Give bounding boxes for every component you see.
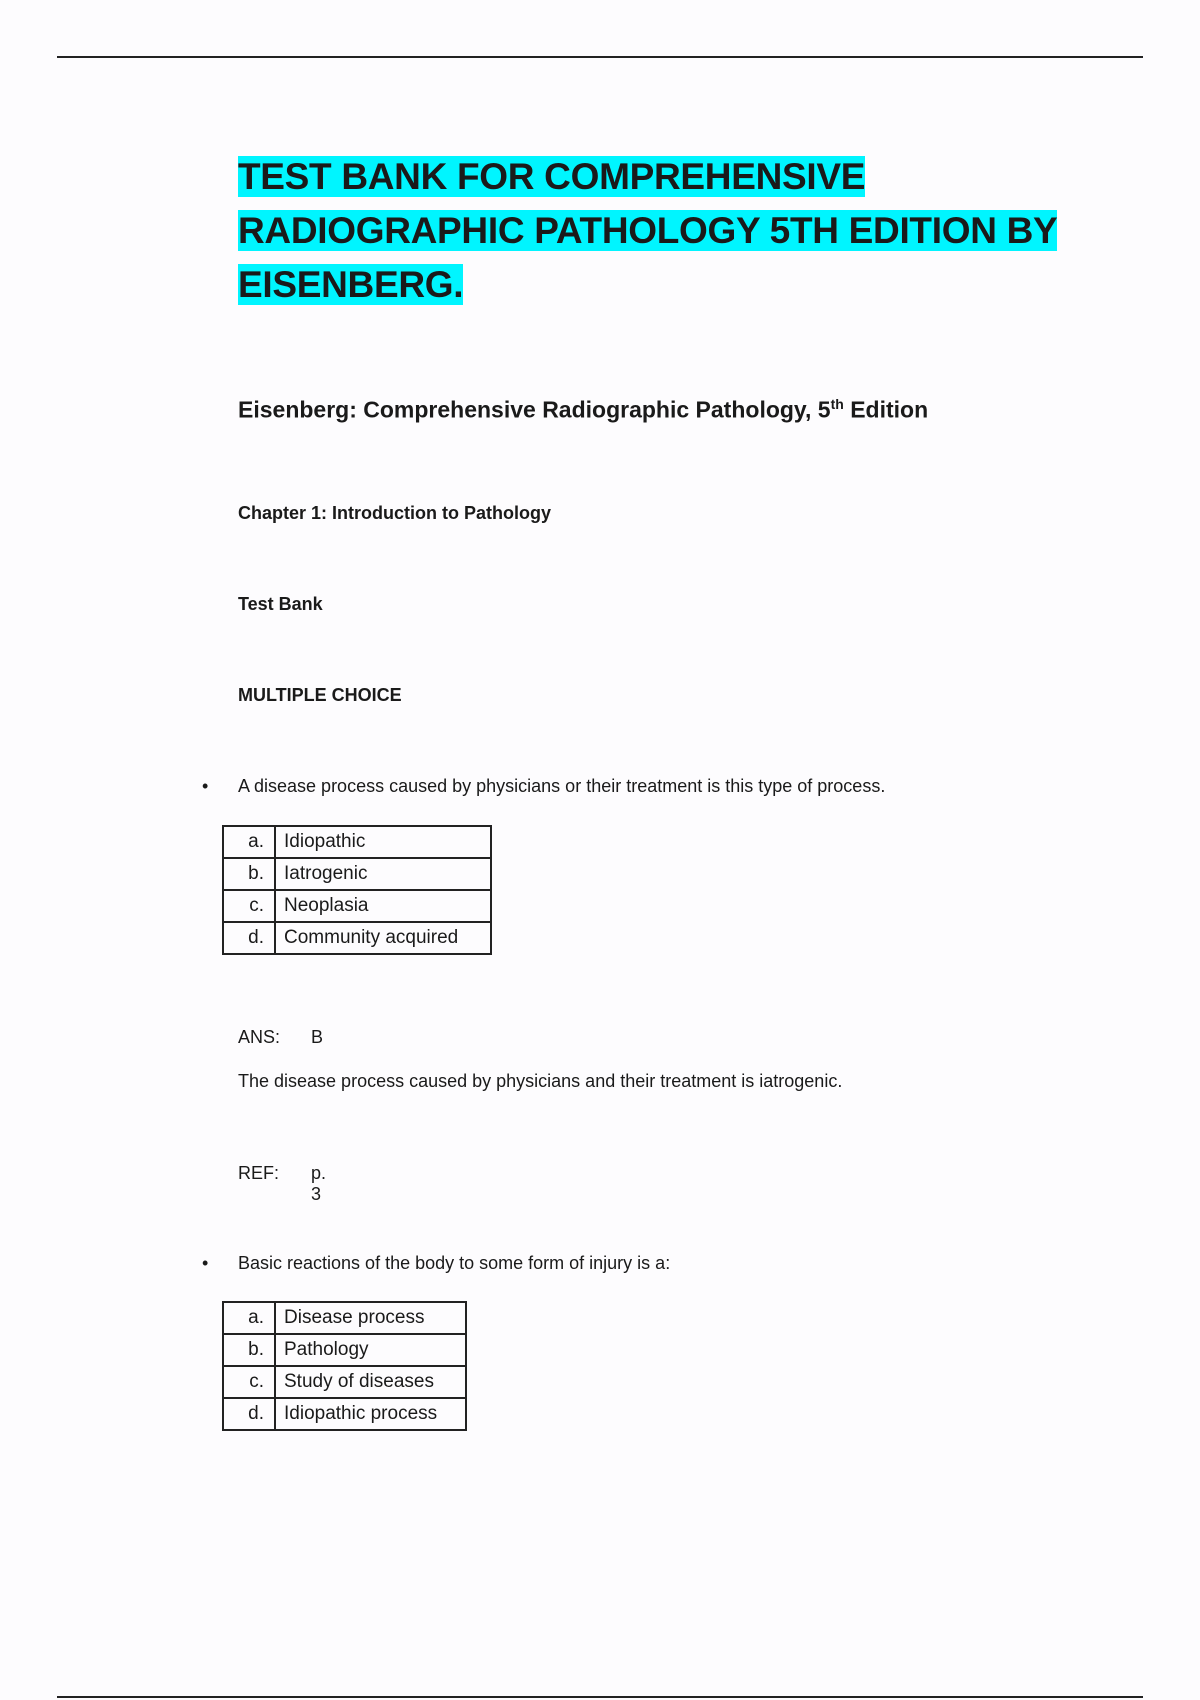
reference-value: p. 3 [311, 1163, 327, 1204]
bottom-rule [57, 1696, 1143, 1698]
title-block [238, 150, 1118, 312]
top-rule [57, 56, 1143, 58]
option-text: Pathology [275, 1334, 466, 1366]
option-letter: d. [223, 1398, 275, 1430]
document-title: TEST BANK FOR COMPREHENSIVE RADIOGRAPHIC PATHOLOGY 5TH EDITION BY EISENBERG. [238, 156, 1058, 305]
option-row [223, 1366, 466, 1398]
option-text: Iatrogenic [275, 858, 491, 890]
option-row [223, 858, 491, 890]
option-letter: d. [223, 922, 275, 954]
option-row [223, 922, 491, 954]
option-letter: b. [223, 1334, 275, 1366]
option-row [223, 1398, 466, 1430]
option-text: Idiopathic [275, 826, 491, 858]
option-row [223, 826, 491, 858]
question-1 [202, 776, 886, 797]
option-text: Community acquired [275, 922, 491, 954]
answer-line [238, 1027, 324, 1048]
option-text: Disease process [275, 1302, 466, 1334]
option-letter: c. [223, 890, 275, 922]
bullet-icon: • [202, 1253, 209, 1273]
option-letter: a. [223, 826, 275, 858]
option-text: Neoplasia [275, 890, 491, 922]
chapter-heading: Chapter 1: Introduction to Pathology [238, 503, 551, 523]
answer-rationale: The disease process caused by physicians and their treatment is iatrogenic. [238, 1071, 843, 1091]
option-letter: b. [223, 858, 275, 890]
answer-label: ANS: [238, 1027, 281, 1047]
bullet-icon: • [202, 776, 209, 796]
section-heading: Test Bank [238, 594, 323, 614]
option-letter: c. [223, 1366, 275, 1398]
question-2 [202, 1253, 671, 1274]
option-text: Study of diseases [275, 1366, 466, 1398]
question-1-text: A disease process caused by physicians or their treatment is this type of process. [238, 776, 886, 796]
option-row [223, 1302, 466, 1334]
option-letter: a. [223, 1302, 275, 1334]
question-type-heading: MULTIPLE CHOICE [238, 685, 402, 705]
answer-value: B [311, 1027, 324, 1047]
option-text: Idiopathic process [275, 1398, 466, 1430]
reference-label: REF: [238, 1163, 280, 1183]
question-2-options [222, 1301, 467, 1431]
book-title: Eisenberg: Comprehensive Radiographic Pathology, 5th Edition [238, 396, 929, 423]
question-1-options [222, 825, 492, 955]
option-row [223, 1334, 466, 1366]
option-row [223, 890, 491, 922]
question-2-text: Basic reactions of the body to some form of injury is a: [238, 1253, 671, 1273]
reference-line [238, 1163, 327, 1204]
